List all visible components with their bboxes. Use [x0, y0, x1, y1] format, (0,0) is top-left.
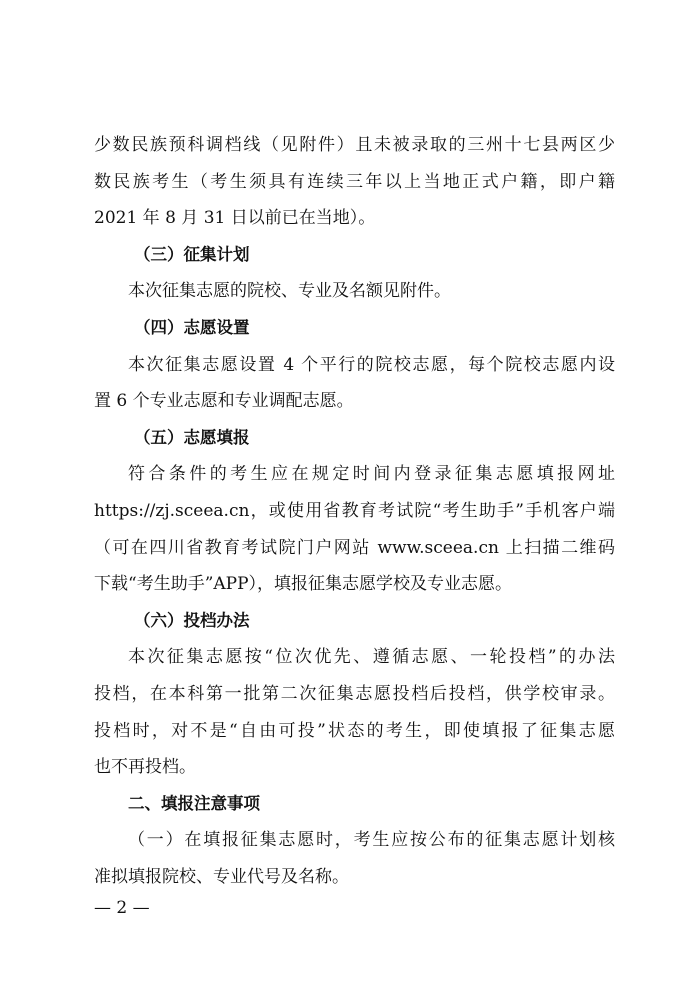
filling-notes-paragraph — [94, 822, 615, 895]
preference-filling-paragraph — [94, 456, 615, 602]
continuation-paragraph — [94, 127, 615, 237]
part-heading-filling-notes: 二、填报注意事项 — [128, 793, 260, 813]
section-heading-filing-method: （六）投档办法 — [134, 610, 250, 630]
paragraph-line: 本次征集志愿的院校、专业及名额见附件。 — [128, 281, 451, 302]
paragraph-line: 投档时，对不是“自由可投”状态的考生，即使填报了征集志愿 — [94, 720, 615, 741]
paragraph-line: 本次征集志愿按“位次优先、遵循志愿、一轮投档”的办法 — [128, 647, 615, 668]
paragraph-line: 准拟填报院校、专业代号及名称。 — [94, 866, 349, 887]
paragraph-line: 下载“考生助手”APP），填报征集志愿学校及专业志愿。 — [94, 574, 513, 595]
paragraph-line: 符合条件的考生应在规定时间内登录征集志愿填报网址 — [128, 464, 615, 485]
recruitment-plan-paragraph — [94, 273, 615, 310]
paragraph-line: 数民族考生（考生须具有连续三年以上当地正式户籍，即户籍 — [94, 171, 615, 192]
preference-setup-paragraph — [94, 347, 615, 420]
paragraph-line: 少数民族预科调档线（见附件）且未被录取的三州十七县两区少 — [94, 135, 615, 155]
filing-method-paragraph — [94, 639, 615, 785]
section-heading-preference-setup: （四）志愿设置 — [134, 317, 250, 337]
paragraph-line: （可在四川省教育考试院门户网站 www.sceea.cn 上扫描二维码 — [94, 537, 615, 558]
paragraph-line: （一）在填报征集志愿时，考生应按公布的征集志愿计划核 — [128, 830, 615, 851]
section-heading-recruitment-plan: （三）征集计划 — [134, 244, 250, 264]
page-number: — 2 — — [94, 898, 150, 918]
document-body — [94, 127, 615, 895]
paragraph-line: 投档，在本科第一批第二次征集志愿投档后投档，供学校审录。 — [94, 683, 615, 704]
paragraph-line: 2021 年 8 月 31 日以前已在当地）。 — [94, 208, 376, 229]
section-heading-preference-filling: （五）志愿填报 — [134, 427, 250, 447]
paragraph-line: 本次征集志愿设置 4 个平行的院校志愿，每个院校志愿内设 — [128, 354, 615, 375]
paragraph-line: 置 6 个专业志愿和专业调配志愿。 — [94, 391, 354, 412]
paragraph-line: https://zj.sceea.cn，或使用省教育考试院“考生助手”手机客户端 — [94, 500, 615, 521]
paragraph-line: 也不再投档。 — [94, 757, 196, 778]
